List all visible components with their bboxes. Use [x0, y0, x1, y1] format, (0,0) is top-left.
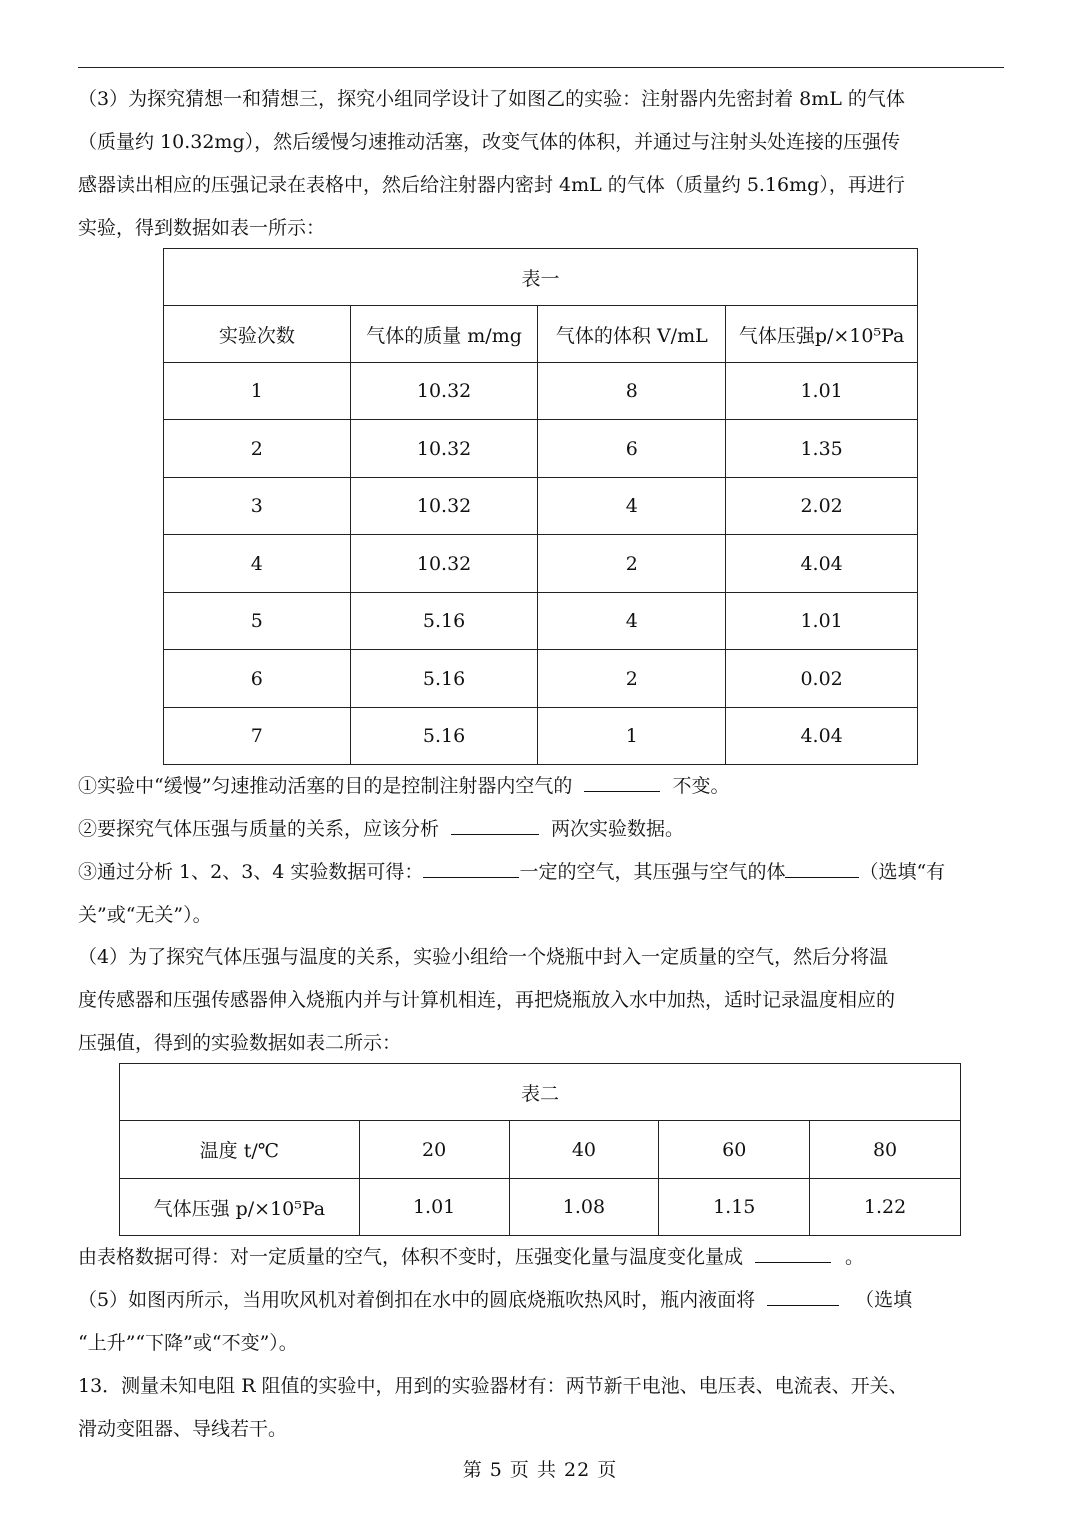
- table-cell: 60: [659, 1121, 810, 1179]
- question-13: 13．测量未知电阻 R 阻值的实验中，用到的实验器材有：两节新干电池、电压表、电流表、开关、: [78, 1375, 908, 1397]
- part4-intro: [78, 936, 1006, 1065]
- answer-blank[interactable]: [785, 853, 859, 878]
- table-row: [120, 1121, 961, 1179]
- table-cell: 5.16: [350, 650, 538, 708]
- temperature-label: 温度 t/℃: [120, 1121, 360, 1179]
- table-cell: 1.01: [726, 363, 918, 420]
- intro-line: 感器读出相应的压强记录在表格中，然后给注射器内密封 4mL 的气体（质量约 5.16mg），再进行: [78, 174, 905, 196]
- conclusion: 由表格数据可得：对一定质量的空气，体积不变时，压强变化量与温度变化量成 。: [78, 1236, 1006, 1279]
- table-cell: 1.22: [810, 1179, 961, 1236]
- table-cell: 1.35: [726, 420, 918, 478]
- table-two: [119, 1063, 961, 1236]
- page-footer: 第 5 页 共 22 页: [462, 1459, 618, 1481]
- question-3: ③通过分析 1、2、3、4 实验数据可得： 一定的空气，其压强与空气的体 （选填“有: [78, 851, 1006, 894]
- table-row: [164, 593, 918, 650]
- table-cell: 2: [538, 650, 726, 708]
- table-cell: 1.01: [359, 1179, 509, 1236]
- lower-section: [78, 1236, 1006, 1451]
- table-cell: 5: [164, 593, 351, 650]
- pressure-label: 气体压强 p/×10⁵Pa: [120, 1179, 360, 1236]
- table-cell: 6: [164, 650, 351, 708]
- part4-line: （4）为了探究气体压强与温度的关系，实验小组给一个烧瓶中封入一定质量的空气，然后分将温: [78, 946, 889, 968]
- table-cell: 2: [538, 535, 726, 593]
- table-row: [164, 420, 918, 478]
- table-header-cell: 气体的体积 V/mL: [538, 306, 726, 363]
- table-cell: 6: [538, 420, 726, 478]
- question-2: ②要探究气体压强与质量的关系，应该分析 两次实验数据。: [78, 808, 1006, 851]
- question-13-cont: 滑动变阻器、导线若干。: [78, 1418, 288, 1440]
- table-cell: 80: [810, 1121, 961, 1179]
- table-cell: 4.04: [726, 535, 918, 593]
- table-cell: 1: [164, 363, 351, 420]
- table-header-cell: 气体的质量 m/mg: [350, 306, 538, 363]
- table-cell: 1.15: [659, 1179, 810, 1236]
- table-row: [120, 1179, 961, 1236]
- table-cell: 7: [164, 708, 351, 765]
- table-cell: 1: [538, 708, 726, 765]
- table-cell: 5.16: [350, 708, 538, 765]
- answer-blank[interactable]: [584, 767, 660, 792]
- table-cell: 5.16: [350, 593, 538, 650]
- intro-line: 实验，得到数据如表一所示：: [78, 217, 326, 239]
- table-cell: 10.32: [350, 420, 538, 478]
- table-cell: 3: [164, 478, 351, 535]
- table-cell: 10.32: [350, 535, 538, 593]
- table-row: [164, 535, 918, 593]
- top-rule: [78, 67, 1004, 68]
- table-cell: 20: [359, 1121, 509, 1179]
- answer-blank[interactable]: [755, 1238, 831, 1263]
- table-cell: 10.32: [350, 363, 538, 420]
- table-two-title: 表二: [120, 1064, 961, 1121]
- part5: （5）如图丙所示，当用吹风机对着倒扣在水中的圆底烧瓶吹热风时，瓶内液面将 （选填: [78, 1279, 1006, 1322]
- table-cell: 4: [538, 478, 726, 535]
- table-cell: 4: [164, 535, 351, 593]
- table-cell: 40: [509, 1121, 659, 1179]
- table-row: [164, 478, 918, 535]
- intro-line: （质量约 10.32mg），然后缓慢匀速推动活塞，改变气体的体积，并通过与注射头处连接的压强传: [78, 131, 901, 153]
- part4-line: 压强值，得到的实验数据如表二所示：: [78, 1032, 402, 1054]
- table-header-cell: 气体压强p/×10⁵Pa: [726, 306, 918, 363]
- table-one-title: 表一: [164, 249, 918, 306]
- part5-cont: “上升”“下降”或“不变”）。: [78, 1332, 298, 1354]
- table-cell: 4: [538, 593, 726, 650]
- table-row: [164, 363, 918, 420]
- sub-questions: [78, 765, 1006, 937]
- table-cell: 8: [538, 363, 726, 420]
- table-cell: 4.04: [726, 708, 918, 765]
- intro-line: （3）为探究猜想一和猜想三，探究小组同学设计了如图乙的实验：注射器内先密封着 8mL 的气体: [78, 88, 905, 110]
- table-header-cell: 实验次数: [164, 306, 351, 363]
- part4-line: 度传感器和压强传感器伸入烧瓶内并与计算机相连，再把烧瓶放入水中加热，适时记录温度相应的: [78, 989, 896, 1011]
- question-3-cont: 关”或“无关”）。: [78, 904, 212, 926]
- answer-blank[interactable]: [451, 810, 539, 835]
- answer-blank[interactable]: [767, 1281, 839, 1306]
- table-cell: 10.32: [350, 478, 538, 535]
- table-row: [164, 708, 918, 765]
- table-cell: 2.02: [726, 478, 918, 535]
- answer-blank[interactable]: [423, 853, 519, 878]
- table-cell: 0.02: [726, 650, 918, 708]
- table-cell: 2: [164, 420, 351, 478]
- table-cell: 1.08: [509, 1179, 659, 1236]
- table-cell: 1.01: [726, 593, 918, 650]
- question-1: ①实验中“缓慢”匀速推动活塞的目的是控制注射器内空气的 不变。: [78, 765, 1006, 808]
- table-row: [164, 650, 918, 708]
- part3-intro: [78, 78, 1006, 250]
- table-one: [163, 248, 918, 765]
